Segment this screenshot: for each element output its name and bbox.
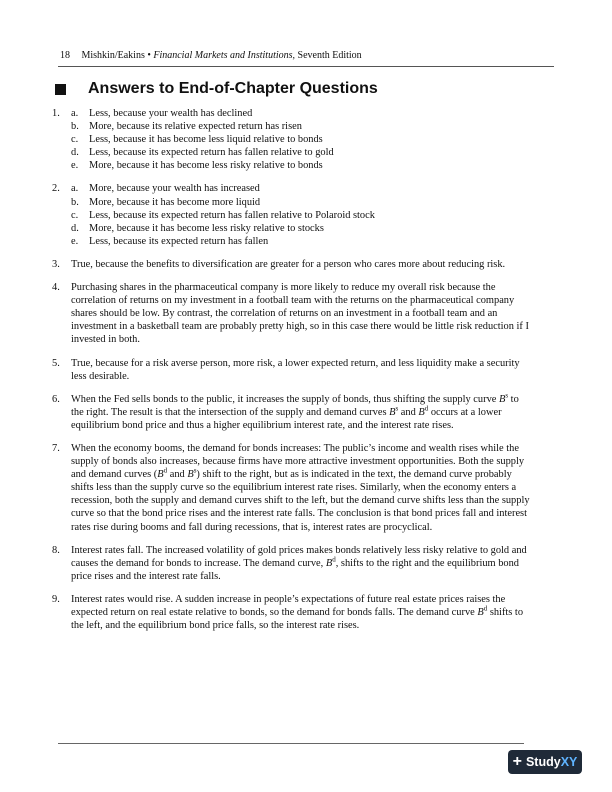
sub-text: More, because it has become less risky relative to stocks (89, 222, 324, 234)
answer-8 (52, 544, 532, 583)
sub-text: More, because it has become less risky relative to bonds (89, 160, 323, 172)
sub-text: Less, because its expected return has fallen relative to Polaroid stock (89, 209, 375, 221)
running-head (60, 50, 362, 62)
sub-answer (71, 182, 532, 195)
sub-text: Less, because its expected return has fallen (89, 235, 269, 247)
answer-number: 7. (52, 442, 60, 454)
sub-letter: b. (71, 196, 79, 208)
sub-answer (71, 196, 532, 209)
sub-letter: e. (71, 160, 79, 172)
answer-2 (52, 182, 532, 247)
sub-text: Less, because your wealth has declined (89, 108, 253, 119)
answer-text: Purchasing shares in the pharmaceutical company is more likely to reduce my overall risk because the correlation of returns on my investment in a football team with the returns on the pharmaceutical company shares should be low. By contrast, the correlation of returns on an investment in a football team and an investment in a basketball team are probably pretty high, so in this case there would be little risk reduction if I invested in both. (71, 282, 529, 346)
brand-xy: XY (560, 755, 578, 769)
sub-answer (71, 120, 532, 133)
answer-7 (52, 442, 532, 534)
answer-1 (52, 107, 532, 172)
sub-letter: a. (71, 108, 79, 119)
answer-6 (52, 393, 532, 432)
answers-list (52, 107, 532, 632)
sub-letter: d. (71, 147, 79, 159)
section-title: Answers to End-of-Chapter Questions (88, 80, 378, 97)
sub-letter: c. (71, 134, 79, 146)
header-divider (58, 66, 554, 67)
sub-text: Less, because it has become less liquid relative to bonds (89, 134, 323, 146)
sub-answer (71, 209, 532, 222)
answer-number: 4. (52, 282, 60, 294)
bullet: • (147, 50, 151, 61)
answer-text: True, because the benefits to diversification are greater for a person who cares more about reducing risk. (71, 258, 506, 270)
plus-icon: + (512, 753, 522, 770)
section-heading (55, 79, 378, 99)
sub-answer (71, 159, 532, 172)
square-bullet-icon (55, 84, 66, 95)
answer-5 (52, 357, 532, 383)
answer-number: 3. (52, 258, 60, 270)
sub-answer (71, 235, 532, 248)
sub-letter: e. (71, 235, 79, 247)
sub-letter: b. (71, 121, 79, 133)
answer-4 (52, 281, 532, 346)
answer-text: Interest rates would rise. A sudden increase in people’s expectations of future real estate prices raises the expected return on real estate relative to bonds, so the demand for bonds falls. The demand curve $B^d$ shifts to the left, and the equilibrium bond price falls, so the interest rate rises. (71, 593, 524, 632)
answer-text: When the Fed sells bonds to the public, it increases the supply of bonds, thus shifting the supply curve $B^s$ to the right. The result is that the intersection of the supply and demand curves $B^s$ and $B^d$ occurs at a lower equilibrium bond price and thus a higher equilibrium interest rate, and the interest rate rises. (71, 391, 519, 431)
sub-text: Less, because its expected return has fallen relative to gold (89, 147, 334, 159)
sub-answer (71, 133, 532, 146)
sub-text: More, because your wealth has increased (89, 183, 260, 195)
answer-number: 5. (52, 357, 60, 369)
sub-text: More, because its relative expected return has risen (89, 121, 302, 133)
sub-answer (71, 146, 532, 159)
edition: Seventh Edition (297, 50, 362, 61)
answer-number: 1. (52, 108, 60, 119)
authors: Mishkin/Eakins (81, 50, 145, 61)
answer-text: True, because for a risk averse person, more risk, a lower expected return, and less liquidity make a security less desirable. (71, 357, 520, 382)
sub-answer (71, 107, 532, 120)
footer-divider (58, 743, 524, 744)
brand-study: Study (525, 755, 561, 769)
answer-9 (52, 593, 532, 632)
studyxy-badge[interactable] (508, 750, 582, 774)
sub-text: More, because it has become more liquid (89, 196, 261, 208)
answer-text: Interest rates fall. The increased volatility of gold prices makes bonds relatively less risky relative to gold and causes the demand for bonds to increase. The demand curve, $B^d$, shifts to the right and the equilibrium bond price rises and the interest rate falls. (71, 544, 527, 582)
answer-number: 2. (52, 183, 60, 195)
sub-answer (71, 222, 532, 235)
answer-number: 9. (52, 593, 60, 605)
sub-letter: a. (71, 183, 79, 195)
answer-3 (52, 258, 532, 271)
page-number: 18 (60, 50, 70, 61)
book-title: Financial Markets and Institutions, (153, 50, 296, 61)
sub-letter: c. (71, 209, 79, 221)
answer-number: 8. (52, 544, 60, 556)
answer-number: 6. (52, 393, 60, 405)
sub-letter: d. (71, 222, 79, 234)
answer-text: When the economy booms, the demand for bonds increases: The public’s income and wealth rises while the supply of bonds also increases, because firms have more attractive investment opportunities. Both the supply and demand curves ($B^d$ and $B^s$) shift to the right, but as is indicated in the text, the demand curve probably shifts less than the supply curve so the equilibrium interest rate rises. Similarly, when the economy enters a recession, both the supply and demand curves shift to the left, but the demand curve shifts less than the supply curve so that the bond price rises and the interest rate falls. The conclusion is that bond prices fall and interest rates rise during booms and fall during recessions, that is, interest rates are procyclical. (71, 442, 530, 533)
